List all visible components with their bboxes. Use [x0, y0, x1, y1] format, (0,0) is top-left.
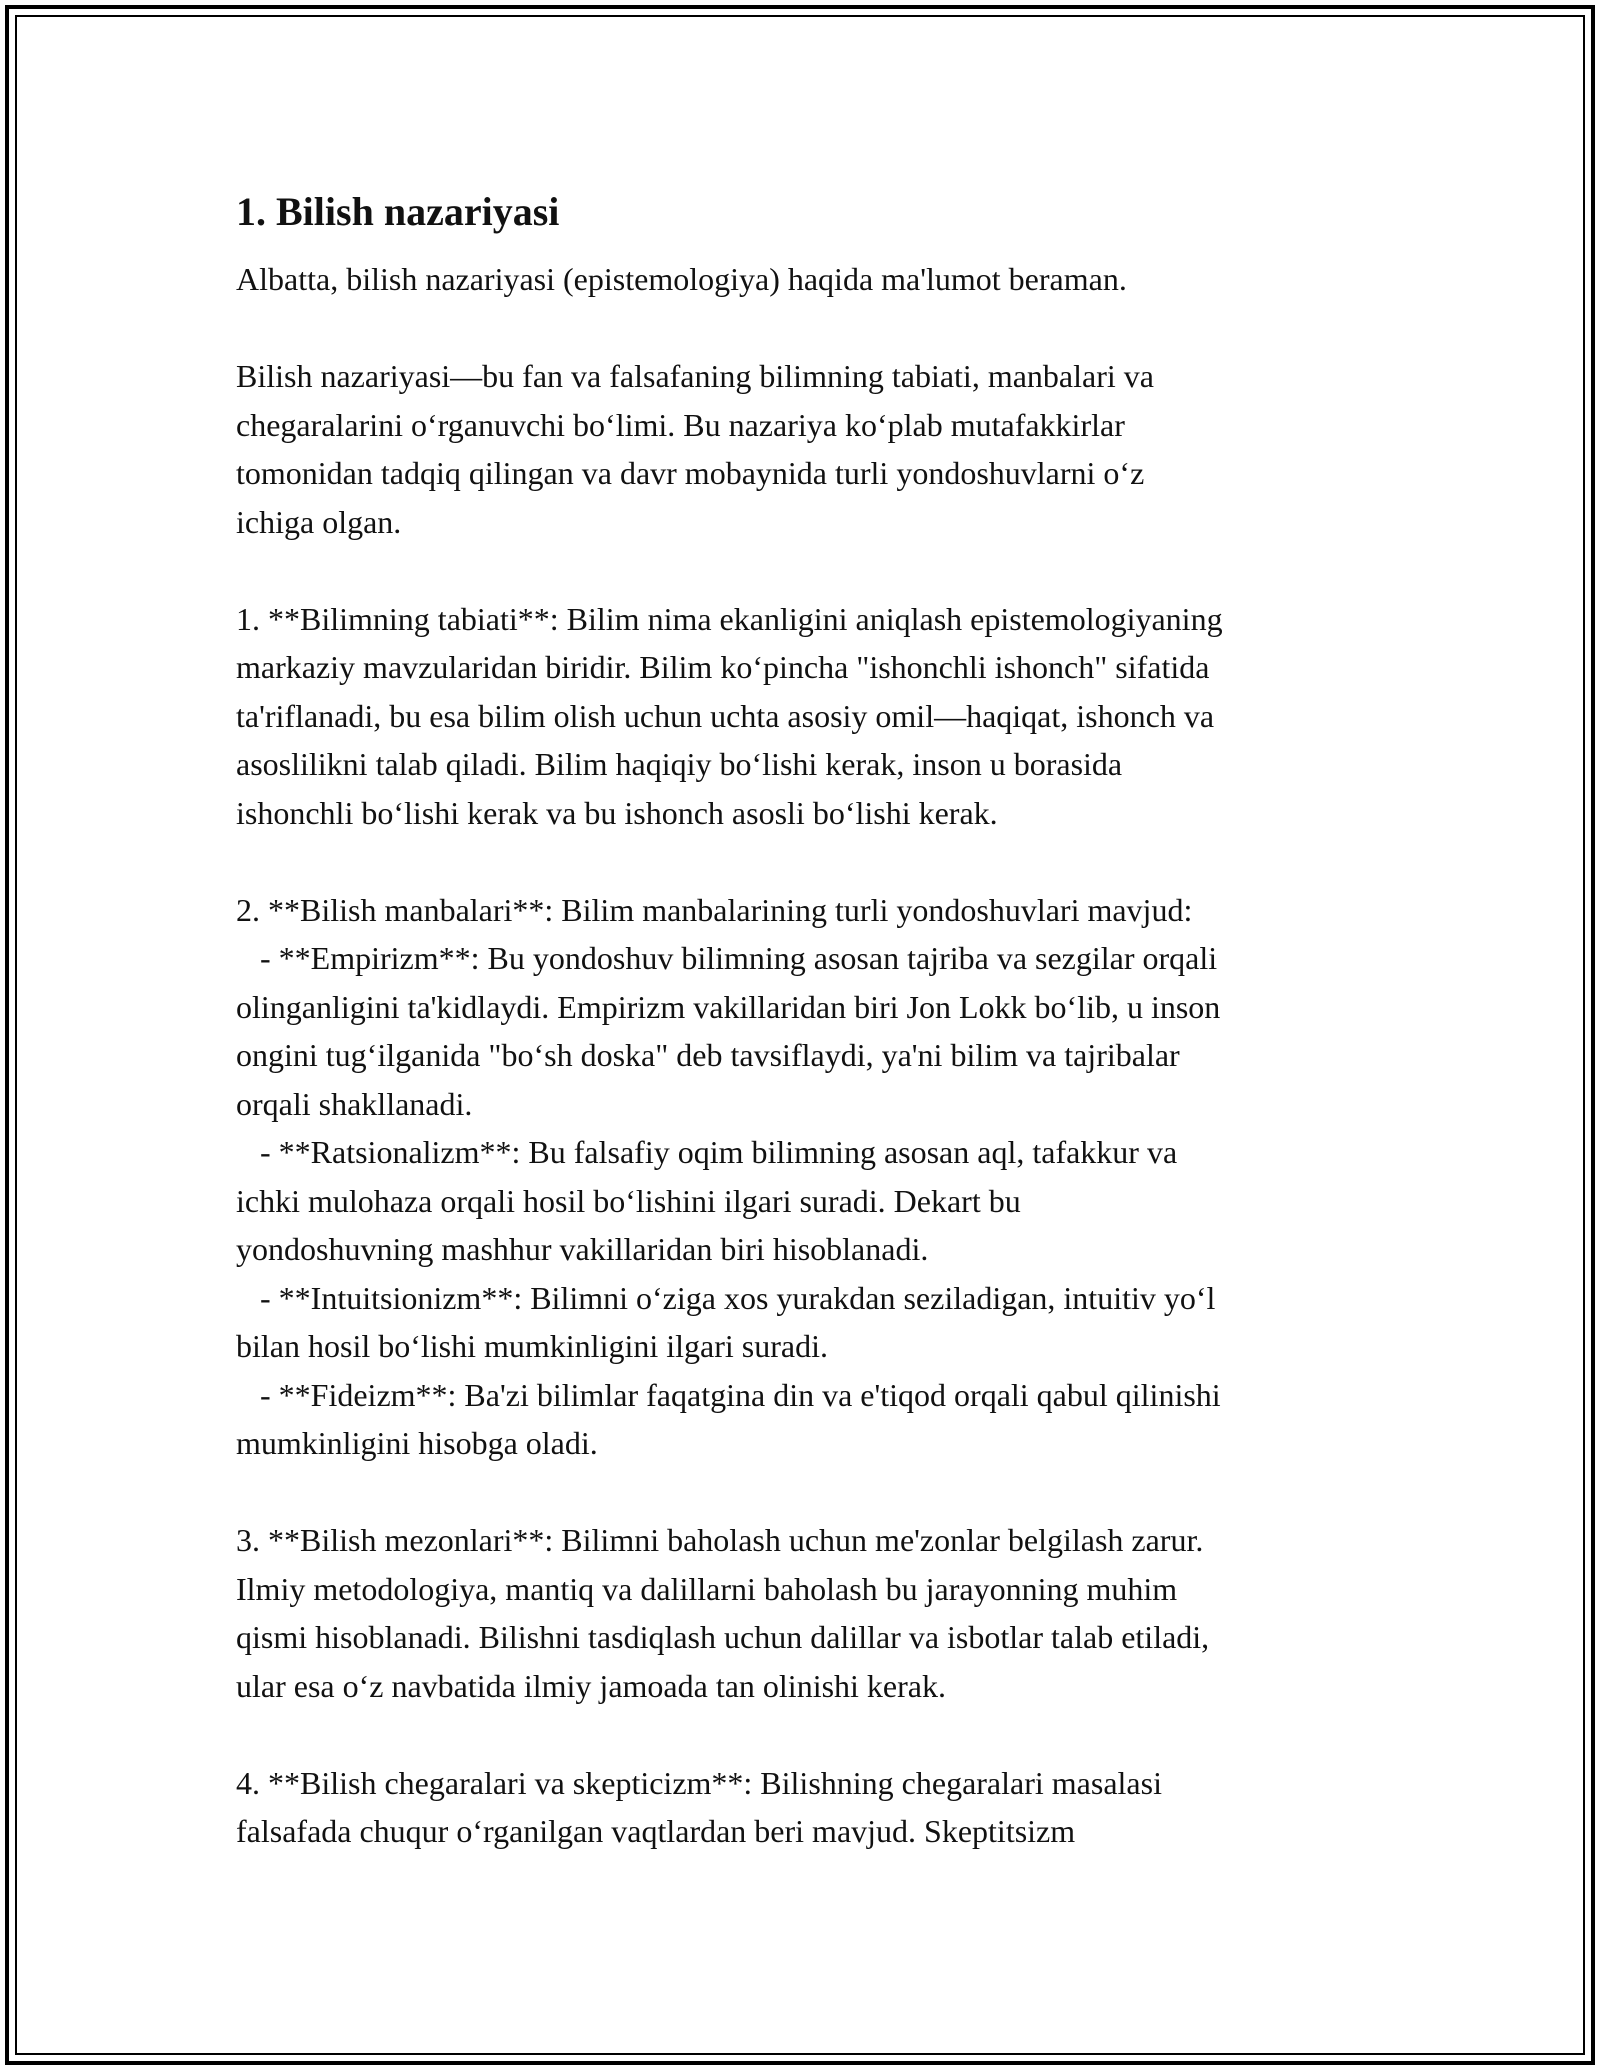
text-line: mumkinligini hisobga oladi. — [236, 1425, 598, 1461]
text-line: tomonidan tadqiq qilingan va davr mobaynida turli yondoshuvlarni oʻz — [236, 455, 1145, 491]
text-line: - **Fideizm**: Ba'zi bilimlar faqatgina din va e'tiqod orqali qabul qilinishi — [236, 1376, 1221, 1413]
text-line: bilan hosil boʻlishi mumkinligini ilgari suradi. — [236, 1328, 828, 1364]
document-text — [236, 255, 1386, 1856]
text-line: ishonchli boʻlishi kerak va bu ishonch asosli boʻlishi kerak. — [236, 794, 998, 831]
text-line: - **Ratsionalizm**: Bu falsafiy oqim bilimning asosan aql, tafakkur va — [236, 1134, 1178, 1170]
text-line: ta'riflanadi, bu esa bilim olish uchun uchta asosiy omil—haqiqat, ishonch va — [236, 697, 1215, 734]
text-line: ular esa oʻz navbatida ilmiy jamoada tan olinishi kerak. — [236, 1667, 946, 1704]
text-line: 4. **Bilish chegaralari va skepticizm**: Bilishning chegaralari masalasi — [236, 1764, 1162, 1801]
text-line: asoslilikni talab qiladi. Bilim haqiqiy boʻlishi kerak, inson u borasida — [236, 746, 1123, 782]
text-line: Albatta, bilish nazariyasi (epistemologiya) haqida ma'lumot beraman. — [236, 261, 1127, 297]
paragraph-gap — [236, 1468, 1386, 1517]
paragraph-gap — [236, 546, 1386, 595]
text-line: 2. **Bilish manbalari**: Bilim manbalarining turli yondoshuvlari mavjud: — [236, 891, 1193, 928]
text-line: Ilmiy metodologiya, mantiq va dalillarni baholash bu jarayonning muhim — [236, 1570, 1178, 1607]
text-line: - **Intuitsionizm**: Bilimni oʻziga xos yurakdan seziladigan, intuitiv yoʻl — [236, 1279, 1216, 1316]
text-line: olinganligini ta'kidlaydi. Empirizm vakillaridan biri Jon Lokk boʻlib, u inson — [236, 988, 1221, 1025]
text-line: markaziy mavzularidan biridir. Bilim koʻpincha "ishonchli ishonch" sifatida — [236, 649, 1210, 685]
text-line: ongini tugʻilganida "boʻsh doska" deb tavsiflaydi, ya'ni bilim va tajribalar — [236, 1037, 1180, 1073]
text-line: 3. **Bilish mezonlari**: Bilimni baholash uchun me'zonlar belgilash zarur. — [236, 1522, 1204, 1558]
text-line: qismi hisoblanadi. Bilishni tasdiqlash uchun dalillar va isbotlar talab etiladi, — [236, 1619, 1210, 1655]
paragraph-gap — [236, 837, 1386, 886]
text-line: - **Empirizm**: Bu yondoshuv bilimning asosan tajriba va sezgilar orqali — [236, 940, 1218, 976]
text-line: chegaralarini oʻrganuvchi boʻlimi. Bu nazariya koʻplab mutafakkirlar — [236, 406, 1125, 443]
text-line: ichiga olgan. — [236, 503, 402, 540]
text-line: ichki mulohaza orqali hosil boʻlishini ilgari suradi. Dekart bu — [236, 1182, 1021, 1219]
text-line: falsafada chuqur oʻrganilgan vaqtlardan beri mavjud. Skeptitsizm — [236, 1813, 1076, 1849]
text-line: 1. **Bilimning tabiati**: Bilim nima ekanligini aniqlash epistemologiyaning — [236, 600, 1223, 637]
document-title: 1. Bilish nazariyasi — [236, 189, 560, 234]
text-line: Bilish nazariyasi—bu fan va falsafaning bilimning tabiati, manbalari va — [236, 358, 1154, 394]
document-body — [236, 188, 1386, 1856]
paragraph-gap — [236, 1710, 1386, 1759]
text-line: yondoshuvning mashhur vakillaridan biri hisoblanadi. — [236, 1231, 929, 1267]
paragraph-gap — [236, 304, 1386, 353]
text-line: orqali shakllanadi. — [236, 1085, 473, 1122]
